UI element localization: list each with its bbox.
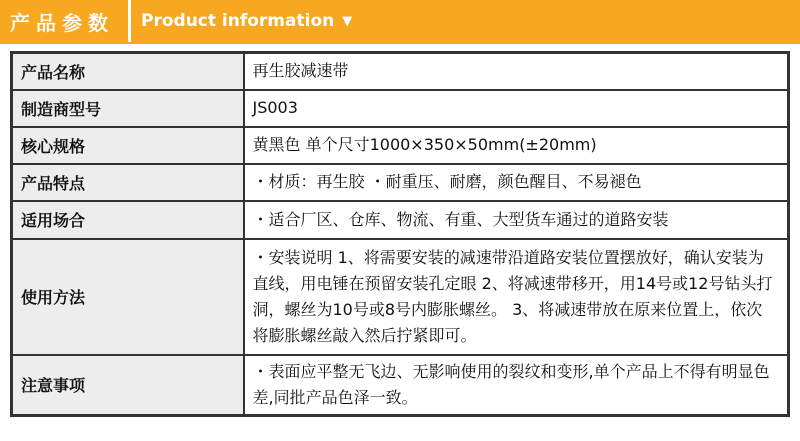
header-title-cn: 产品参数 xyxy=(0,0,128,42)
row-label: 产品名称 xyxy=(12,53,244,90)
table-row-model xyxy=(12,90,789,127)
table-row-product-name xyxy=(12,53,789,90)
row-value: ・适合厂区、仓库、物流、有重、大型货车通过的道路安装 xyxy=(244,201,789,239)
header-underline xyxy=(0,42,800,44)
row-value: ・材质：再生胶 ・耐重压、耐磨，颜色醒目、不易褪色 xyxy=(244,164,789,201)
row-label: 制造商型号 xyxy=(12,90,244,127)
row-label: 产品特点 xyxy=(12,164,244,201)
row-value: 黄黑色 单个尺寸1000×350×50mm(±20mm) xyxy=(244,127,789,164)
row-value: ・安装说明 1、将需要安装的减速带沿道路安装位置摆放好，确认安装为直线，用电锤在预留安装孔定眼 2、将减速带移开，用14号或12号钻头打洞，螺丝为10号或8号内膨胀螺丝。 3、将减速带放在原来位置上，依次将膨胀螺丝敲入然后拧紧即可。 xyxy=(244,239,789,355)
row-value: JS003 xyxy=(244,90,789,127)
row-value: ・表面应平整无飞边、无影响使用的裂纹和变形,单个产品上不得有明显色差,同批产品色泽一致。 xyxy=(244,355,789,416)
section-header xyxy=(0,0,800,42)
row-label: 核心规格 xyxy=(12,127,244,164)
row-value: 再生胶减速带 xyxy=(244,53,789,90)
table-row-usage xyxy=(12,239,789,355)
row-label: 注意事项 xyxy=(12,355,244,416)
header-title-en: Product information xyxy=(141,11,335,31)
product-params-table xyxy=(10,51,790,417)
triangle-down-icon: ▼ xyxy=(342,13,353,29)
table-row-applications xyxy=(12,201,789,239)
table-row-features xyxy=(12,164,789,201)
row-label: 使用方法 xyxy=(12,239,244,355)
row-label: 适用场合 xyxy=(12,201,244,239)
table-row-notes xyxy=(12,355,789,416)
table-row-spec xyxy=(12,127,789,164)
header-title-en-bar xyxy=(131,0,800,42)
